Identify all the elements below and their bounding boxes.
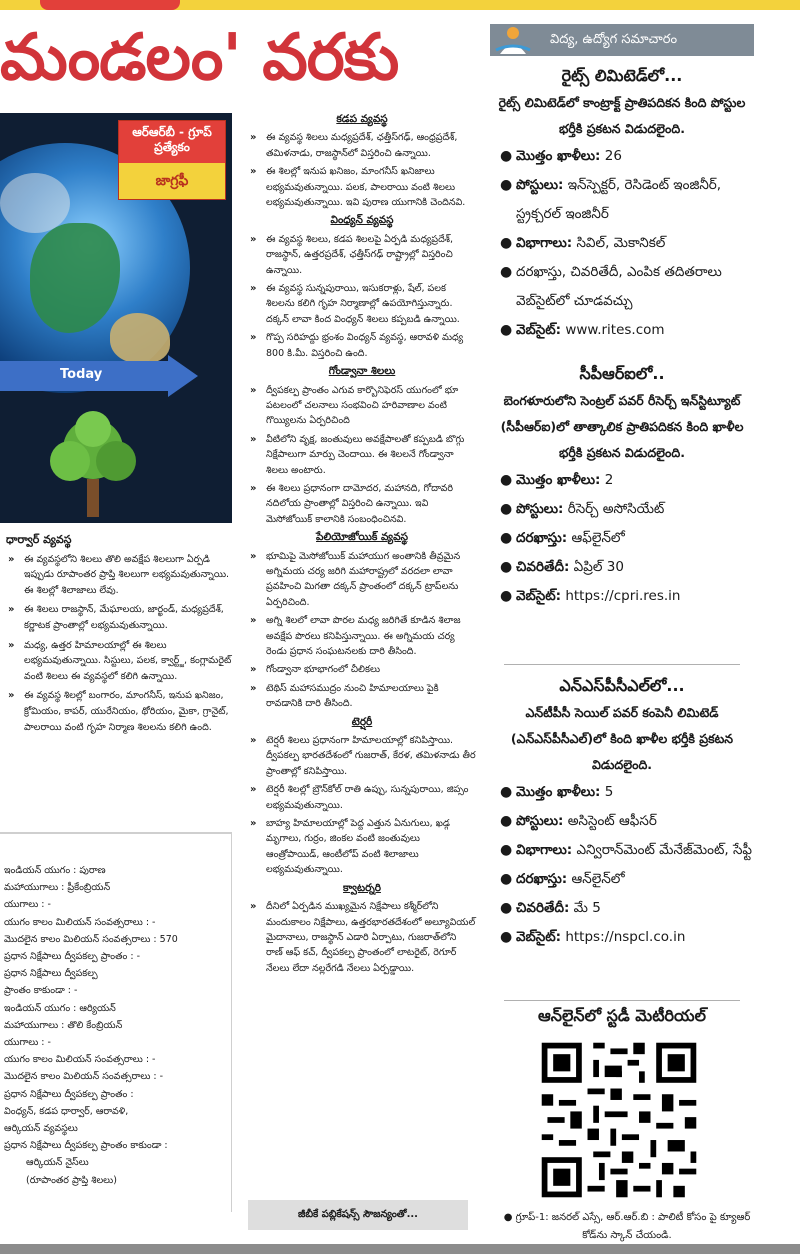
double-arrow-icon: »: [250, 132, 257, 144]
list-item: ● వెబ్‌సైట్: www.rites.com: [500, 316, 754, 345]
double-arrow-icon: »: [250, 901, 257, 913]
bullet-icon: ●: [500, 871, 513, 887]
job-details: [490, 778, 754, 952]
job-intro: బెంగళూరులోని సెంట్రల్ పవర్ రీసెర్చ్ ఇన్‌స్టిట్యూట్ (సీపీఆర్ఐ)లో తాత్కాలిక ప్రాతిపదికన కింది ఖాళీల భర్తీకి ప్రకటన విడుదలైంది.: [500, 393, 744, 460]
list-item: ● పోస్టులు: రీసెర్చ్ అసోసియేట్: [500, 495, 754, 524]
list-item: ● మొత్తం ఖాళీలు: 26: [500, 142, 754, 171]
summary-line: ప్రాంతం కాకుండా : -: [4, 985, 78, 997]
list-item: » ఈ శిలలు ప్రధానంగా దామోదర, మహానది, గోదావరి నదిలోయ ప్రాంతాల్లో విస్తరించి ఉన్నాయి. ఇవి మెసోజోయిక్ కాలానికి సంబంధించినవి.: [250, 482, 454, 525]
bottom-rule: [0, 1244, 800, 1254]
list-item: » ఈ వ్యవస్థలోని శిలలు తొలి అవక్షేప శిలలుగా ఏర్పడి ఇప్పుడు రూపాంతర ప్రాప్తి శిలలుగా లభ్యమవుతున్నాయి. ఈ శిలల్లో శిలాజాలు లేవు.: [8, 553, 230, 596]
job-notice-cpri: [490, 360, 754, 611]
bullet-icon: ●: [500, 929, 513, 945]
summary-line: ప్రధాన నిక్షేపాలు ద్వీపకల్ప: [4, 968, 98, 980]
double-arrow-icon: »: [250, 735, 257, 747]
timeline-label: Today: [60, 367, 103, 382]
study-material-title: ఆన్‌లైన్‌లో స్టడీ మెటీరియల్: [538, 1006, 706, 1025]
bullet-icon: ●: [500, 784, 513, 800]
summary-line: ఇండియన్ యుగం : ఆర్యియన్: [4, 1002, 116, 1014]
section-title: టెర్షరీ: [351, 715, 373, 728]
double-arrow-icon: »: [250, 332, 257, 344]
list-item: » గోండ్వానా భూభాగంలో చీలికలు: [248, 662, 476, 677]
summary-line: ఆర్కియన్ వ్యవస్థలు: [4, 1123, 78, 1135]
tree-icon: [48, 409, 138, 519]
list-item: » ఈ వ్యవస్థ శిలలు మధ్యప్రదేశ్, ఛత్తీస్‌గఢ్, ఆంధ్రప్రదేశ్, తమిళనాడు, రాజస్థాన్‌లో విస్తరించి ఉన్నాయి.: [250, 132, 458, 159]
bullet-icon: ●: [500, 842, 513, 858]
job-title: సీపీఆర్ఐలో..: [579, 364, 665, 383]
list-item: ● విభాగాలు: ఎన్విరాన్‌మెంట్ మేనేజ్‌మెంట్, సేఫ్టీ: [500, 836, 754, 865]
divider: [504, 664, 740, 665]
earth-cloud: [0, 173, 70, 233]
jobs-column: [490, 24, 754, 1244]
bullet-icon: ●: [500, 177, 513, 193]
list-item: » ఈ వ్యవస్థ శిలలు, కడప శిలలపై ఏర్పడి మధ్యప్రదేశ్, రాజస్థాన్, ఉత్తరప్రదేశ్, ఛత్తీస్‌గఢ్ రాష్ట్రాల్లో విస్తరించి ఉన్నాయి.: [250, 233, 454, 276]
double-arrow-icon: »: [250, 818, 257, 830]
bullet-icon: ●: [500, 264, 513, 280]
double-arrow-icon: »: [250, 384, 257, 396]
list-item: » ద్వీపకల్ప ప్రాంతం ఎగువ కార్బొనిఫెరస్ యుగంలో భూ పటలంలో చలనాలు సంభవించి హరివాణాల వంటి గొయ్యిలను ఏర్పరిచింది: [250, 384, 459, 427]
double-arrow-icon: »: [250, 664, 257, 676]
list-item: » ఈ శిలల్లో ఇనుప ఖనిజం, మాంగనీస్ ఖనిజాలు లభ్యమవుతున్నాయి. పలక, పాలరాయి వంటి శిలలు లభ్యమవుతున్నాయి. ఇవి పురాణ యుగానికి చెందినవి.: [250, 166, 466, 209]
series-badge: [118, 120, 226, 200]
summary-line: యుగం కాలం మిలియన్ సంవత్సరాలు : -: [4, 916, 156, 928]
section-bullets: [248, 549, 476, 712]
summary-line: మహాయుగాలు : ప్రీకేంబ్రియన్: [4, 882, 111, 894]
double-arrow-icon: »: [250, 550, 257, 562]
summary-line: మహాయుగాలు : తొలి కేంబ్రియన్: [4, 1019, 123, 1031]
job-details: [490, 466, 754, 611]
job-details: [490, 142, 754, 345]
list-item: » ఈ శిలలు రాజస్థాన్, మేఘాలయ, జార్ఖండ్, మధ్యప్రదేశ్, కర్ణాటక ప్రాంతాల్లో లభ్యమవుతున్నాయి.: [8, 604, 224, 631]
double-arrow-icon: »: [8, 690, 15, 702]
section-title: క్వాటర్నరి: [343, 881, 381, 894]
arrow-head-icon: [168, 355, 198, 397]
headline: మండలం' వరకు: [0, 21, 399, 95]
qr-code-icon[interactable]: [536, 1037, 702, 1203]
summary-line: ప్రధాన నిక్షేపాలు ద్వీపకల్ప ప్రాంతం కాకుండా :: [4, 1140, 168, 1152]
list-item: » టెర్షరీ శిలల్లో బ్రౌన్‌కోల్ రాతి ఉప్పు, సున్నపురాయి, జిప్సం లభ్యమవుతున్నాయి.: [250, 784, 469, 811]
dharwar-section: [6, 532, 232, 739]
list-item: ● దరఖాస్తు: ఆన్‌లైన్‌లో: [500, 865, 754, 894]
double-arrow-icon: »: [250, 166, 257, 178]
section-title: గోండ్వానా శిలలు: [328, 365, 396, 378]
list-item: ● పోస్టులు: ఇన్‌స్పెక్టర్, రెసిడెంట్ ఇంజినీర్, స్ట్రక్చరల్ ఇంజినీర్: [500, 171, 754, 229]
double-arrow-icon: »: [250, 233, 257, 245]
list-item: » టెర్షరీ శిలలు ప్రధానంగా హిమాలయాల్లో కనిపిస్తాయి. ద్వీపకల్ప భారతదేశంలో గుజరాత్, కేరళ, తమిళనాడు తీర ప్రాంతాల్లో కనిపిస్తాయి.: [250, 735, 476, 777]
bullet-icon: ●: [500, 559, 513, 575]
summary-line: మొదలైన కాలం మిలియన్ సంవత్సరాలు : 570: [4, 933, 178, 945]
section-bullets: [248, 232, 476, 361]
bullet-icon: ●: [500, 530, 513, 546]
summary-line: మొదలైన కాలం మిలియన్ సంవత్సరాలు : -: [4, 1071, 164, 1083]
summary-line: యుగాలు : -: [4, 1037, 51, 1049]
list-item: » ఈ వ్యవస్థ సున్నపురాయి, ఇసుకరాళ్లు, షేల్, పలక శిలలను కలిగి గృహ నిర్మాణాల్లో ఉపయోగిస్తున్నారు. దక్కన్ లావా కింద వింధ్యన్ శిలలు కప్పబడి ఉన్నాయి.: [250, 283, 460, 325]
double-arrow-icon: »: [250, 283, 257, 295]
list-item: ● మొత్తం ఖాళీలు: 5: [500, 778, 754, 807]
list-item: » టెథిస్ మహాసముద్రం నుంచి హిమాలయాలు పైకి రావడానికి దారి తీసింది.: [250, 682, 439, 710]
section-title: కడప వ్యవస్థ: [336, 113, 388, 125]
summary-line: ఆర్కియన్ నైస్‌లు: [26, 1157, 89, 1169]
bullet-icon: ●: [500, 501, 513, 517]
job-intro: ఎన్‌టీపీసీ సెయిల్ పవర్ కంపెనీ లిమిటెడ్ (ఎన్ఎస్‌పీసీఎల్)లో కింది ఖాళీల భర్తీకి ప్రకటన విడుదలైంది.: [510, 705, 734, 772]
top-color-strip: [0, 0, 800, 10]
summary-line: (రూపాంతర ప్రాప్తి శిలలు): [26, 1174, 117, 1186]
list-item: » భూమిపై మెసోజోయిక్ మహాయుగ అంతానికి తీవ్రమైన అగ్నిమయ చర్య జరిగి మహారాష్ట్రలో వరదలా లావా ప్రవహించి మిగతా దక్కన్ ప్రాంతంలో దక్కన్ ట్రాప్‌లను ఏర్పరిచింది.: [250, 550, 461, 608]
bullet-icon: ●: [500, 900, 513, 916]
list-item: » వీటిలోని వృక్ష, జంతువులు అవక్షేపాలతో కప్పబడి బొగ్గు నిక్షేపాలుగా మార్పు చెందాయి. ఈ శిలలనే గోండ్వానా శిలలు అంటారు.: [250, 433, 465, 476]
section-bullets: [248, 899, 476, 976]
list-item: ● వెబ్‌సైట్: https://nspcl.co.in: [500, 923, 754, 952]
job-notice-nspcl: [490, 672, 754, 952]
double-arrow-icon: »: [250, 682, 257, 694]
job-notice-rites: [490, 62, 754, 345]
bullet-icon: ●: [500, 235, 513, 251]
summary-line: యుగం కాలం మిలియన్ సంవత్సరాలు : -: [4, 1054, 156, 1066]
double-arrow-icon: »: [250, 482, 257, 494]
list-item: ● మొత్తం ఖాళీలు: 2: [500, 466, 754, 495]
list-item: ● దరఖాస్తు, చివరితేదీ, ఎంపిక తదితరాలు వెబ్‌సైట్‌లో చూడవచ్చు: [500, 258, 754, 316]
section-bullets: [248, 130, 476, 210]
list-item: ● విభాగాలు: సివిల్, మెకానికల్: [500, 229, 754, 258]
bullet-icon: ●: [500, 148, 513, 164]
list-item: ● వెబ్‌సైట్: https://cpri.res.in: [500, 582, 754, 611]
job-title: రైట్స్ లిమిటెడ్‌లో...: [561, 66, 683, 85]
jobs-header: [490, 24, 754, 56]
double-arrow-icon: »: [8, 553, 15, 565]
middle-column: [248, 110, 476, 979]
list-item: » దీనిలో ఏర్పడిన ముఖ్యమైన నిక్షేపాలు కశ్మీర్‌లోని మందుకాలం నిక్షేపాలు, ఉత్తరభారతదేశంలో అల్యూవియల్ మైదానాలు, రాజస్థాన్ ఎడారి ఏర్పాటు, గుజరాత్‌లోని రాణ్ ఆఫ్ కచ్, ద్వీపకల్ప ప్రాంతంలో లాటరైట్, రెగూర్ నేలలు లేదా నల్లరేగడి నేలలు ఏర్పడ్డాయి.: [250, 901, 476, 974]
double-arrow-icon: »: [8, 604, 15, 616]
divider: [504, 1000, 740, 1001]
list-item: » ఈ వ్యవస్థ శిలల్లో బంగారం, మాంగనీస్, ఇనుప ఖనిజం, క్రోమియం, కాపర్, యురేనియం, థోరియం, మైకా, గ్రానైట్, పాలరాయి వంటి గృహ నిర్మాణ శిలలను కలిగి ఉంది.: [8, 690, 229, 733]
list-item: ● దరఖాస్తు: ఆఫ్‌లైన్‌లో: [500, 524, 754, 553]
list-item: ● పోస్టులు: అసిస్టెంట్ ఆఫీసర్: [500, 807, 754, 836]
bullet-icon: ●: [500, 322, 513, 338]
summary-line: ఇండియన్ యుగం : పురాణ: [4, 865, 106, 876]
double-arrow-icon: »: [250, 433, 257, 445]
section-title: ధార్వార్ వ్యవస్థ: [6, 533, 72, 546]
section-bullets: [248, 383, 476, 528]
top-red-tab: [40, 0, 180, 10]
badge-subject: జాగ్రఫీ: [155, 173, 189, 189]
summary-line: ప్రధాన నిక్షేపాలు ద్వీపకల్ప ప్రాంతం :: [4, 1088, 134, 1100]
job-title: ఎన్ఎస్‌పీసీఎల్‌లో...: [559, 676, 685, 695]
summary-line: వింధ్యన్, కడప ధార్వార్, ఆరావళి,: [4, 1105, 129, 1117]
job-intro: రైట్స్ లిమిటెడ్‌లో కాంట్రాక్ట్ ప్రాతిపదికన కింది పోస్టుల భర్తీకి ప్రకటన విడుదలైంది.: [498, 95, 746, 136]
summary-line: యుగాలు : -: [4, 899, 51, 911]
section-bullets: [248, 733, 476, 878]
summary-line: ప్రధాన నిక్షేపాలు ద్వీపకల్ప ప్రాంతం : -: [4, 951, 141, 963]
earth-illustration: [0, 113, 232, 523]
section-title: వింధ్యన్ వ్యవస్థ: [330, 214, 394, 227]
section-title: పేలియోజోయిక్ వ్యవస్థ: [316, 531, 408, 544]
list-item: » అగ్ని శిలలో లావా పొరల మధ్య జరిగితే కూడిన శిలాజ అవక్షేప పొరలు కనిపిస్తున్నాయి. ఈ అగ్నిమయ చర్య రెండు ప్రధాన సంఘటనలకు దారి తీసింది.: [250, 615, 461, 657]
list-item: » గొప్ప సరిహద్దు భ్రంశం వింధ్యన్ వ్యవస్థ, ఆరావళి మధ్య 800 కి.మీ. విస్తరించి ఉంది.: [250, 332, 464, 359]
list-item: » మధ్య, ఉత్తర హిమాలయాల్లో ఈ శిలలు లభ్యమవుతున్నాయి. సిస్టులు, పలక, క్వార్ట్జ్, కంగ్లామరైట్ వంటి శిలలు ఈ వ్యవస్థలో కలిగి ఉన్నాయి.: [8, 639, 232, 682]
earth-landmass: [110, 313, 170, 363]
double-arrow-icon: »: [250, 784, 257, 796]
jobs-header-title: విద్య, ఉద్యోగ సమాచారం: [550, 32, 678, 47]
list-item: ● చివరితేదీ: ఏప్రిల్ 30: [500, 553, 754, 582]
list-item: ● చివరితేదీ: మే 5: [500, 894, 754, 923]
dharwar-bullets: [6, 552, 232, 736]
bullet-icon: ●: [500, 472, 513, 488]
double-arrow-icon: »: [250, 615, 257, 627]
bullet-icon: ●: [500, 588, 513, 604]
double-arrow-icon: »: [8, 639, 15, 651]
education-logo-icon: [492, 24, 534, 56]
bullet-icon: ●: [500, 813, 513, 829]
era-summary-box: [0, 832, 232, 1212]
publisher-credit: జీబీకే పబ్లికేషన్స్ సౌజన్యంతో...: [248, 1200, 468, 1230]
badge-series-label: ఆర్‌ఆర్‌బీ - గ్రూప్ ప్రత్యేకం: [119, 121, 225, 163]
qr-caption: ● గ్రూప్-1: జనరల్ ఎస్సే, ఆర్.ఆర్.బి : పాలిటీ కోసం పై క్యూఆర్ కోడ్‌ను స్కాన్ చేయండి.: [503, 1212, 751, 1241]
list-item: » బాహ్య హిమాలయాల్లో పెద్ద ఎత్తున ఏనుగులు, ఖడ్గ మృగాలు, గుర్రం, జింకల వంటి జంతువులు ఆంత్రోపాయిడ్, ఆంటీలోప్ వంటి శిలాజాలు లభ్యమవుతున్నాయి.: [250, 818, 450, 876]
